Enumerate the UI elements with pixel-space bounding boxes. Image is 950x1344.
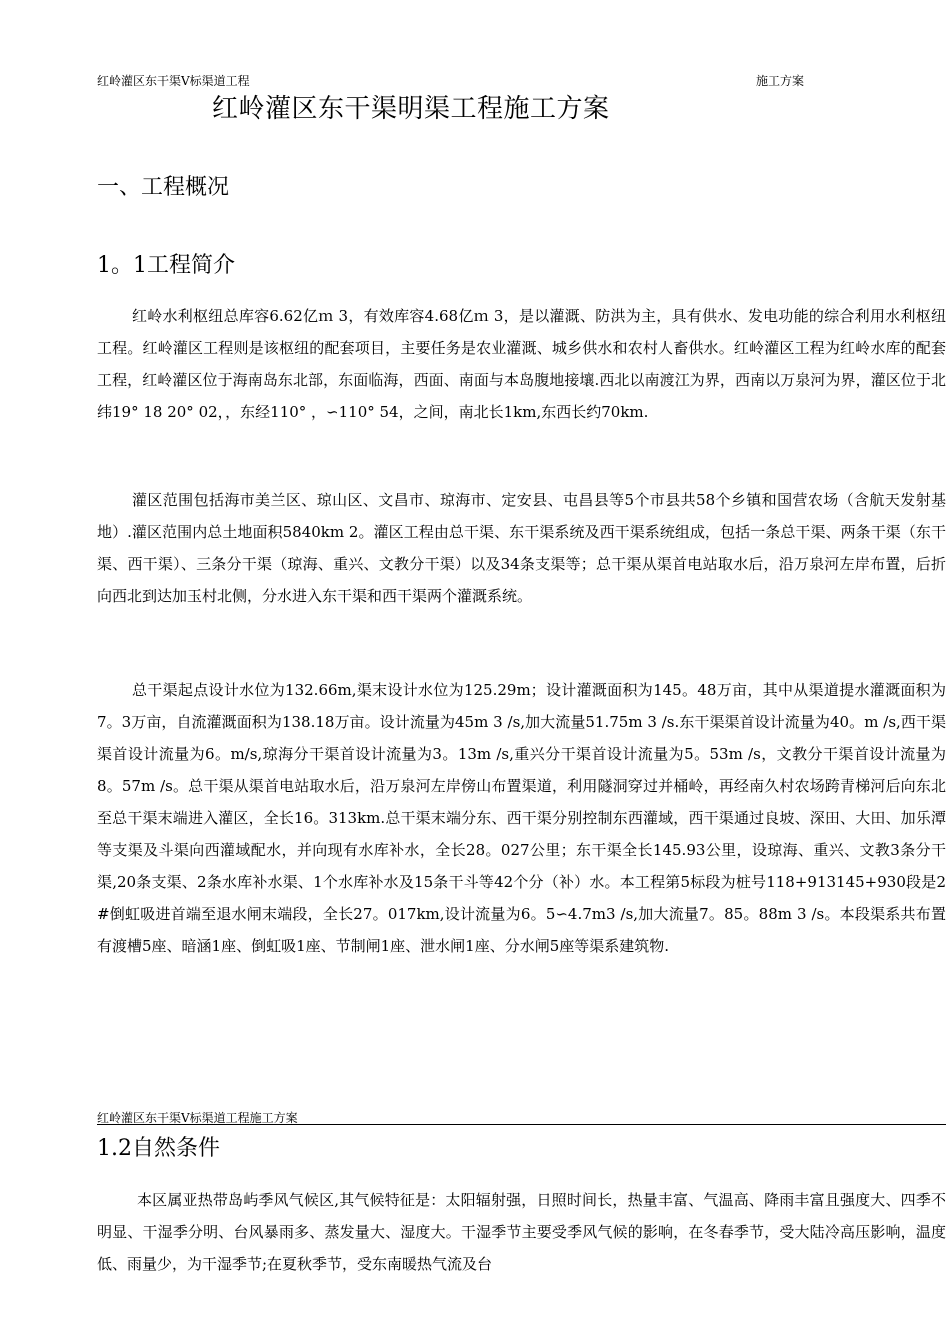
running-header-left: 红岭灌区东干渠Ⅴ标渠道工程 xyxy=(97,74,250,88)
divider xyxy=(97,1124,946,1125)
section-heading: 一、工程概况 xyxy=(97,175,230,200)
paragraph: 本区属亚热带岛屿季风气候区,其气候特征是：太阳辐射强，日照时间长，热量丰富、气温高、降雨丰富且强度大、四季不明显、干湿季分明、台风暴雨多、蒸发量大、湿度大。干湿季节主要受季风气候的影响，在冬春季节，受大陆冷高压影响，温度低、雨量少，为干湿季节;在夏秋季节，受东南暖热气流及台 xyxy=(97,1191,946,1273)
paragraph: 灌区范围包括海市美兰区、琼山区、文昌市、琼海市、定安县、屯昌县等5个市县共58个乡镇和国营农场（含航天发射基地）.灌区范围内总土地面积5840km 2。灌区工程由总干渠、东干渠系统及西干渠系统组成，包括一条总干渠、两条干渠（东干渠、西干渠）、三条分干渠（琼海、重兴、文教分干渠）以及34条支渠等；总干渠从渠首电站取水后，沿万泉河左岸布置，后折向西北到达加玉村北侧，分水进入东干渠和西干渠两个灌溉系统。 xyxy=(97,491,946,605)
paragraph: 红岭水利枢纽总库容6.62亿ｍ 3，有效库容4.68亿ｍ 3，是以灌溉、防洪为主，具有供水、发电功能的综合利用水利枢纽工程。红岭灌区工程则是该枢纽的配套项目，主要任务是农业灌溉、城乡供水和农村人畜供水。红岭灌区工程为红岭水库的配套工程，红岭灌区位于海南岛东北部，东面临海，西面、南面与本岛腹地接壤.西北以南渡江为界，西南以万泉河为界，灌区位于北纬19° 18 20° 02，，东经110° ，∽110° 54，之间，南北长1km,东西长约70km. xyxy=(97,307,946,421)
subsection-heading: 1。1工程简介 xyxy=(97,253,235,278)
page-footer-text: 红岭灌区东干渠Ⅴ标渠道工程施工方案 xyxy=(97,1111,298,1125)
paragraph: 总干渠起点设计水位为132.66m,渠末设计水位为125.29m；设计灌溉面积为145。48万亩，其中从渠道提水灌溉面积为7。3万亩，自流灌溉面积为138.18万亩。设计流量为45m 3 /s,加大流量51.75m 3 /s.东干渠渠首设计流量为40。m /s,西干渠渠首设计流量为6。m/s,琼海分干渠首设计流量为3。13m /s,重兴分干渠首设计流量为5。53m /s，文教分干渠首设计流量为8。57m /s。总干渠从渠首电站取水后，沿万泉河左岸傍山布置渠道，利用隧洞穿过并桶岭，再经南久村农场跨青梯河后向东北至总干渠末端进入灌区，全长16。313km.总干渠末端分东、西干渠分别控制东西灌域，西干渠通过良坡、深田、大田、加乐潭等支渠及斗渠向西灌域配水，并向现有水库补水，全长28。027公里；东干渠全长145.93公里，设琼海、重兴、文教3条分干渠,20条支渠、2条水库补水渠、1个水库补水及15条干斗等42个分（补）水。本工程第5标段为桩号118+913145+930段是2 #倒虹吸进首端至退水闸末端段，全长27。017km,设计流量为6。5∽4.7m3 /s,加大流量7。85。88m 3 /s。本段渠系共布置有渡槽5座、暗涵1座、倒虹吸1座、节制闸1座、泄水闸1座、分水闸5座等渠系建筑物. xyxy=(97,681,946,955)
running-header-right: 施工方案 xyxy=(756,74,805,88)
subsection-heading: 1.2自然条件 xyxy=(97,1136,220,1161)
document-title: 红岭灌区东干渠明渠工程施工方案 xyxy=(212,94,610,124)
